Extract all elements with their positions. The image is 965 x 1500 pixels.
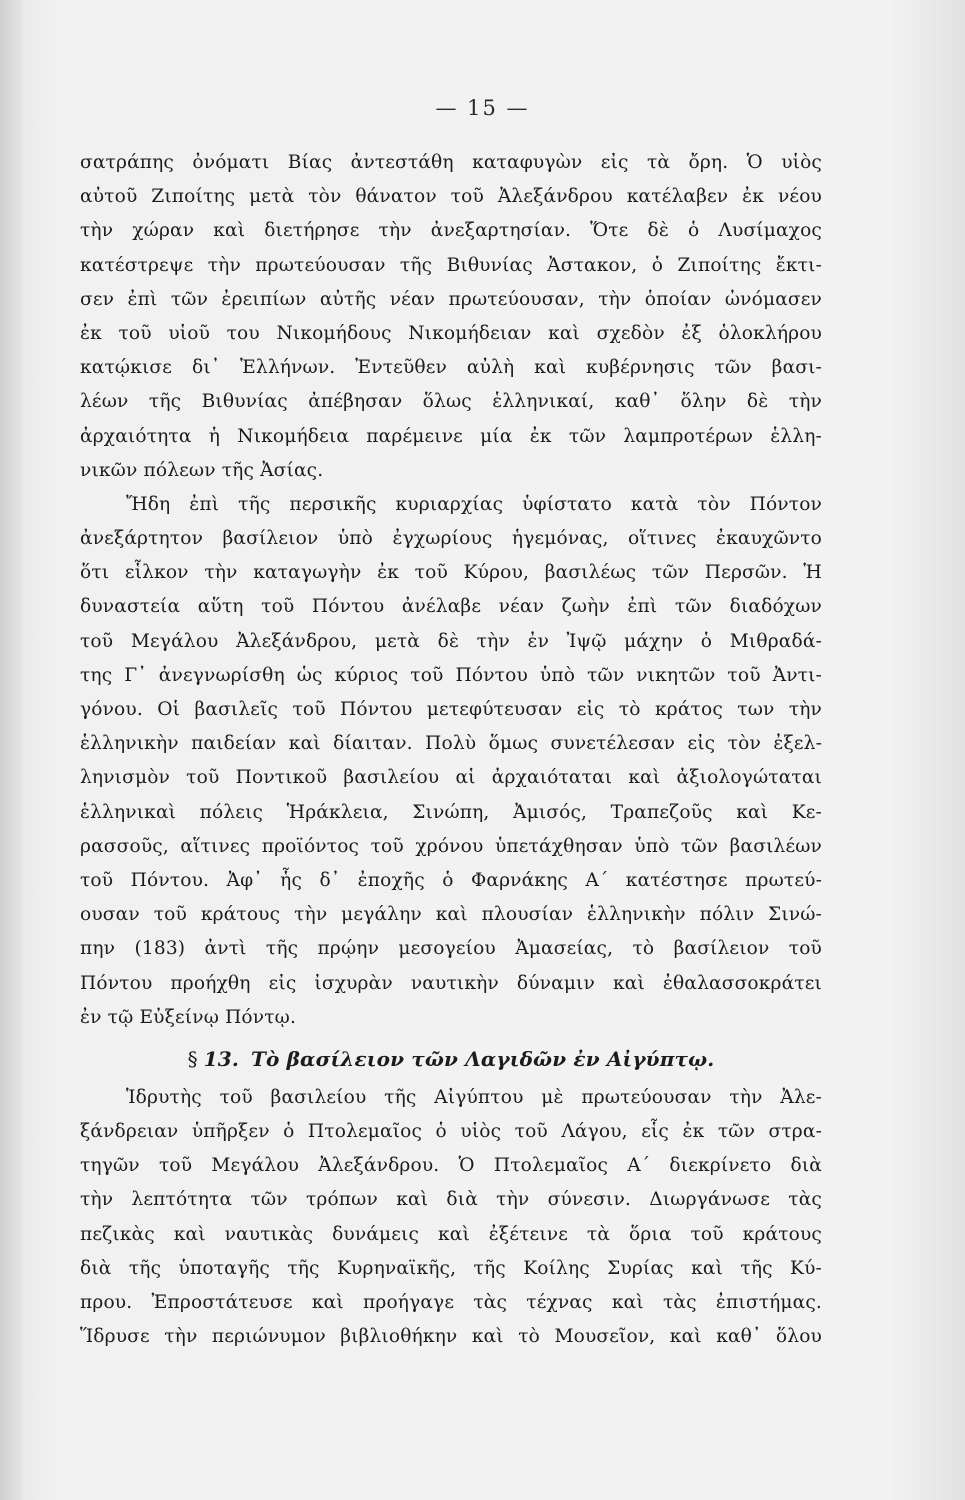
text-line: Ἤδη ἐπὶ τῆς περσικῆς κυριαρχίας ὑφίστατο κατὰ τὸν Πόντον <box>126 493 822 515</box>
text-line: λέων τῆς Βιθυνίας ἀπέβησαν ὅλως ἑλληνικαί, καθ᾽ ὅλην δὲ τὴν <box>80 391 822 413</box>
text-line: Ἱδρυτὴς τοῦ βασιλείου τῆς Αἰγύπτου μὲ πρωτεύουσαν τὴν Ἀλε- <box>126 1086 822 1108</box>
body-text <box>80 146 822 1354</box>
paragraph-block-before <box>80 146 822 1035</box>
text-line: γόνου. Οἱ βασιλεῖς τοῦ Πόντου μετεφύτευσαν εἰς τὸ κράτος των τὴν <box>80 699 822 720</box>
text-line: πεζικὰς καὶ ναυτικὰς δυνάμεις καὶ ἐξέτεινε τὰ ὅρια τοῦ κράτους <box>80 1223 822 1245</box>
text-line: τοῦ Μεγάλου Ἀλεξάνδρου, μετὰ δὲ τὴν ἐν Ἰψῷ μάχην ὁ Μιθραδά- <box>80 630 822 652</box>
section-title: Τὸ βασίλειον τῶν Λαγιδῶν ἐν Αἰγύπτῳ. <box>250 1046 715 1071</box>
text-line: σεν ἐπὶ τῶν ἐρειπίων αὐτῆς νέαν πρωτεύουσαν, τὴν ὁποίαν ὠνόμασεν <box>80 288 822 310</box>
text-line: σατράπης ὀνόματι Βίας ἀντεστάθη καταφυγὼν εἰς τὰ ὄρη. Ὁ υἱὸς <box>80 152 822 173</box>
text-line: δυναστεία αὕτη τοῦ Πόντου ἀνέλαβε νέαν ζωὴν ἐπὶ τῶν διαδόχων <box>80 596 822 618</box>
text-line: κατῴκισε δι᾽ Ἑλλήνων. Ἐντεῦθεν αὐλὴ καὶ κυβέρνησις τῶν βασι- <box>80 357 822 379</box>
section-heading <box>80 1037 822 1081</box>
text-line: ἑλληνικὴν παιδείαν καὶ δίαιταν. Πολὺ ὅμως συνετέλεσαν εἰς τὸν ἐξελ- <box>80 733 822 755</box>
text-line: ἀρχαιότητα ἡ Νικομήδεια παρέμεινε μία ἐκ τῶν λαμπροτέρων ἑλλη- <box>80 425 822 447</box>
text-line: ρασσοῦς, αἵτινες προϊόντος τοῦ χρόνου ὑπετάχθησαν ὑπὸ τῶν βασιλέων <box>80 835 822 857</box>
section-number: 13. <box>203 1046 239 1071</box>
section-symbol: § <box>187 1046 198 1071</box>
text-line: διὰ τῆς ὑποταγῆς τῆς Κυρηναϊκῆς, τῆς Κοίλης Συρίας καὶ τῆς Κύ- <box>80 1257 822 1279</box>
text-line: αὐτοῦ Ζιποίτης μετὰ τὸν θάνατον τοῦ Ἀλεξάνδρου κατέλαβεν ἐκ νέου <box>80 186 822 208</box>
text-line: ἀνεξάρτητον βασίλειον ὑπὸ ἐγχωρίους ἡγεμόνας, οἵτινες ἐκαυχῶντο <box>80 528 822 550</box>
text-line: τὴν χώραν καὶ διετήρησε τὴν ἀνεξαρτησίαν. Ὅτε δὲ ὁ Λυσίμαχος <box>80 220 822 242</box>
text-line: Ἵδρυσε τὴν περιώνυμον βιβλιοθήκην καὶ τὸ Μουσεῖον, καὶ καθ᾽ ὅλου <box>80 1326 822 1348</box>
text-line: ουσαν τοῦ κράτους τὴν μεγάλην καὶ πλουσίαν ἑλληνικὴν πόλιν Σινώ- <box>80 904 822 926</box>
paragraph-block-after <box>80 1081 822 1355</box>
text-line: ἑλληνικαὶ πόλεις Ἡράκλεια, Σινώπη, Ἀμισός, Τραπεζοῦς καὶ Κε- <box>80 801 822 823</box>
text-line: τοῦ Πόντου. Ἀφ᾽ ἧς δ᾽ ἐποχῆς ὁ Φαρνάκης Α΄ κατέστησε πρωτεύ- <box>80 869 822 891</box>
page-number: — 15 — <box>435 96 530 120</box>
text-line: κατέστρεψε τὴν πρωτεύουσαν τῆς Βιθυνίας Ἀστακον, ὁ Ζιποίτης ἔκτι- <box>80 254 822 276</box>
text-line: ἐκ τοῦ υἱοῦ του Νικομήδους Νικομήδειαν καὶ σχεδὸν ἐξ ὁλοκλήρου <box>80 322 822 344</box>
text-line: ἐν τῷ Εὐξείνῳ Πόντῳ. <box>80 1006 297 1028</box>
text-line: Πόντου προήχθη εἰς ἰσχυρὰν ναυτικὴν δύναμιν καὶ ἐθαλασσοκράτει <box>80 972 822 994</box>
text-line: ληνισμὸν τοῦ Ποντικοῦ βασιλείου αἱ ἀρχαιόταται καὶ ἀξιολογώταται <box>80 767 822 789</box>
text-line: της Γ᾽ ἀνεγνωρίσθη ὡς κύριος τοῦ Πόντου ὑπὸ τῶν νικητῶν τοῦ Ἀντι- <box>80 664 822 686</box>
text-line: ὅτι εἷλκον τὴν καταγωγὴν ἐκ τοῦ Κύρου, βασιλέως τῶν Περσῶν. Ἡ <box>80 562 822 584</box>
text-line: πρου. Ἐπροστάτευσε καὶ προήγαγε τὰς τέχνας καὶ τὰς ἐπιστήμας. <box>80 1292 822 1313</box>
text-line: νικῶν πόλεων τῆς Ἀσίας. <box>80 459 324 481</box>
text-line: πην (183) ἀντὶ τῆς πρῴην μεσογείου Ἀμασείας, τὸ βασίλειον τοῦ <box>80 938 822 960</box>
text-line: ξάνδρειαν ὑπῆρξεν ὁ Πτολεμαῖος ὁ υἱὸς τοῦ Λάγου, εἷς ἐκ τῶν στρα- <box>80 1121 822 1143</box>
text-line: τηγῶν τοῦ Μεγάλου Ἀλεξάνδρου. Ὁ Πτολεμαῖος Α΄ διεκρίνετο διὰ <box>80 1155 822 1177</box>
text-line: τὴν λεπτότητα τῶν τρόπων καὶ διὰ τὴν σύνεσιν. Διωργάνωσε τὰς <box>80 1189 822 1211</box>
page-binding-edge <box>0 0 22 1500</box>
